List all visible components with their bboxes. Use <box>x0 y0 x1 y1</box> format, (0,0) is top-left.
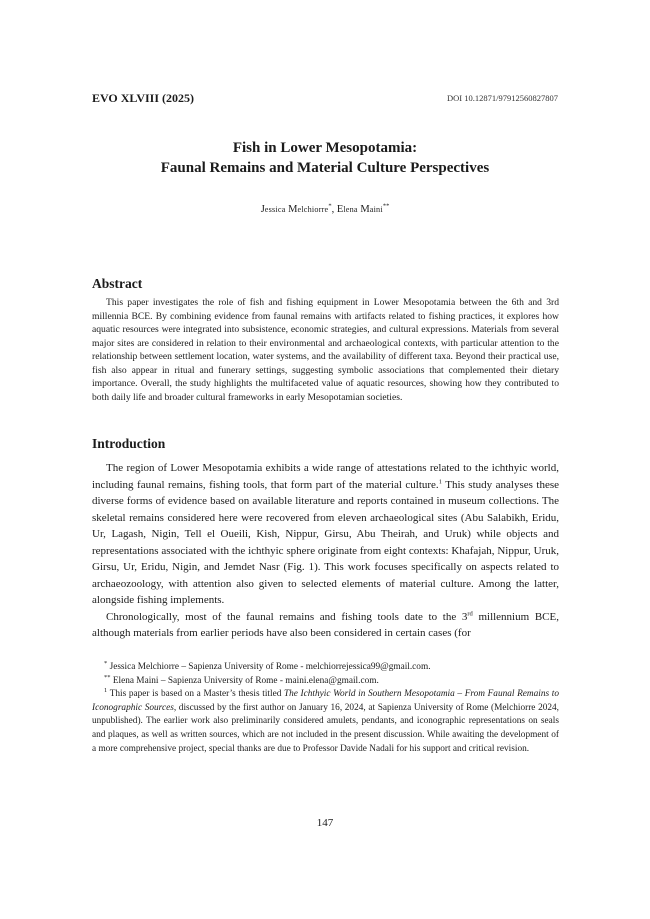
intro-p1-text-a: The region of Lower Mesopotamia exhibits a wide range of attestations related to the ichthyic world, including faunal remains, fishing tools, that form part of the material culture. <box>92 462 559 491</box>
footnote-3-text-b: , discussed by the first author on January 16, 2024, at Sapienza University of Rome (Melchiorre 2024, unpublished). The earlier work also preliminarily considered amulets, pendants, and iconographic representations on seals and plaques, as well as written sources, which are not included in the present discussion. While awaiting the development of a more comprehensive project, special thanks are due to Professor Davide Nadali for his support and critical revision. <box>92 702 559 754</box>
journal-header: EVO XLVIII (2025) <box>92 91 194 105</box>
title-line-2: Faunal Remains and Material Culture Perspectives <box>160 160 490 176</box>
author-2-last-rest: aini <box>369 205 383 214</box>
author-2-first-rest: lena <box>343 205 358 214</box>
article-title <box>60 138 590 178</box>
author-1-last-initial: M <box>288 204 298 215</box>
introduction-paragraph-1 <box>92 460 559 609</box>
author-2-last-initial: M <box>360 204 370 215</box>
footnote-1-text: Jessica Melchiorre – Sapienza University of Rome - melchiorrejessica99@gmail.com. <box>107 662 431 672</box>
author-separator: , <box>331 204 337 215</box>
introduction-heading: Introduction <box>92 436 166 451</box>
intro-p1-text-b: This study analyses these diverse forms of evidence based on available literature and reports contained in museum collections. The skeletal remains considered here were recovered from eleven archaeological sites (Abu Salabikh, Eridu, Ur, Lagash, Nigin, Tell el Oueili, Kish, Nippur, Girsu, Abu Theirah, and Uruk) while objects and representations associated with the ichthyic sphere originate from eight contexts: Khafajah, Nippur, Uruk, Girsu, Ur, Eridu, Nigin, and Jemdet Nasr (Fig. 1). This work focuses specifically on aspects related to archaeozoology, with attention also given to selected elements of material culture. Among the latter, alongside fishing implements. <box>92 478 559 606</box>
author-2-footnote-mark: ** <box>382 202 390 210</box>
footnote-mark-3: 1 <box>104 687 108 695</box>
title-line-1: Fish in Lower Mesopotamia: <box>232 140 418 156</box>
introduction-body <box>92 460 559 642</box>
abstract-text: This paper investigates the role of fish and fishing equipment in Lower Mesopotamia between the 6th and 3rd millennia BCE. By combining evidence from faunal remains with artifacts related to fishing practices, it explores how aquatic resources were integrated into subsistence, economic strategies, and cultural expressions. Materials from several major sites are considered in relation to their environmental and archaeological contexts, with particular attention to the relationship between settlement location, water systems, and the availability of different taxa. Beyond their practical use, fish also appear in ritual and funerary settings, suggesting symbolic associations that complemented their dietary importance. Overall, the study highlights the multifaceted value of aquatic resources, showing how they contributed to both daily life and broader cultural frameworks in early Mesopotamian societies. <box>92 297 559 403</box>
footnotes <box>92 661 559 756</box>
footnote-mark-2: ** <box>104 673 111 681</box>
footnote-ref-1[interactable]: 1 <box>438 477 442 485</box>
page-number: 147 <box>316 817 334 829</box>
footnote-author-2 <box>92 675 559 689</box>
author-2-first-initial: E <box>336 204 344 215</box>
intro-p2-text-b: millennium BCE, although materials from earlier periods have also been considered in certain cases (for <box>92 610 559 639</box>
footnote-author-1 <box>92 661 559 675</box>
author-1-first-rest: essica <box>264 205 286 214</box>
footnote-2-text: Elena Maini – Sapienza University of Rome - maini.elena@gmail.com. <box>110 675 379 686</box>
footnote-mark-1: * <box>104 659 108 667</box>
thesis-title: The Ichthyic World in Southern Mesopotamia – From Faunal Remains to Iconographic Sources <box>92 689 559 713</box>
author-1-last-rest: elchiorre <box>297 205 329 214</box>
intro-p2-text-a: Chronologically, most of the faunal remains and fishing tools date to the 3 <box>106 610 468 623</box>
footnote-1 <box>92 688 559 756</box>
author-1-footnote-mark: * <box>328 202 332 210</box>
author-line <box>60 204 590 215</box>
footnote-3-text-a: This paper is based on a Master’s thesis titled <box>107 689 284 700</box>
abstract-heading: Abstract <box>92 276 143 291</box>
doi-header: DOI 10.12871/97912560827807 <box>447 93 558 103</box>
introduction-paragraph-2 <box>92 609 559 642</box>
author-1-first-initial: J <box>260 204 265 215</box>
intro-p2-ordinal-suffix: rd <box>467 609 473 617</box>
